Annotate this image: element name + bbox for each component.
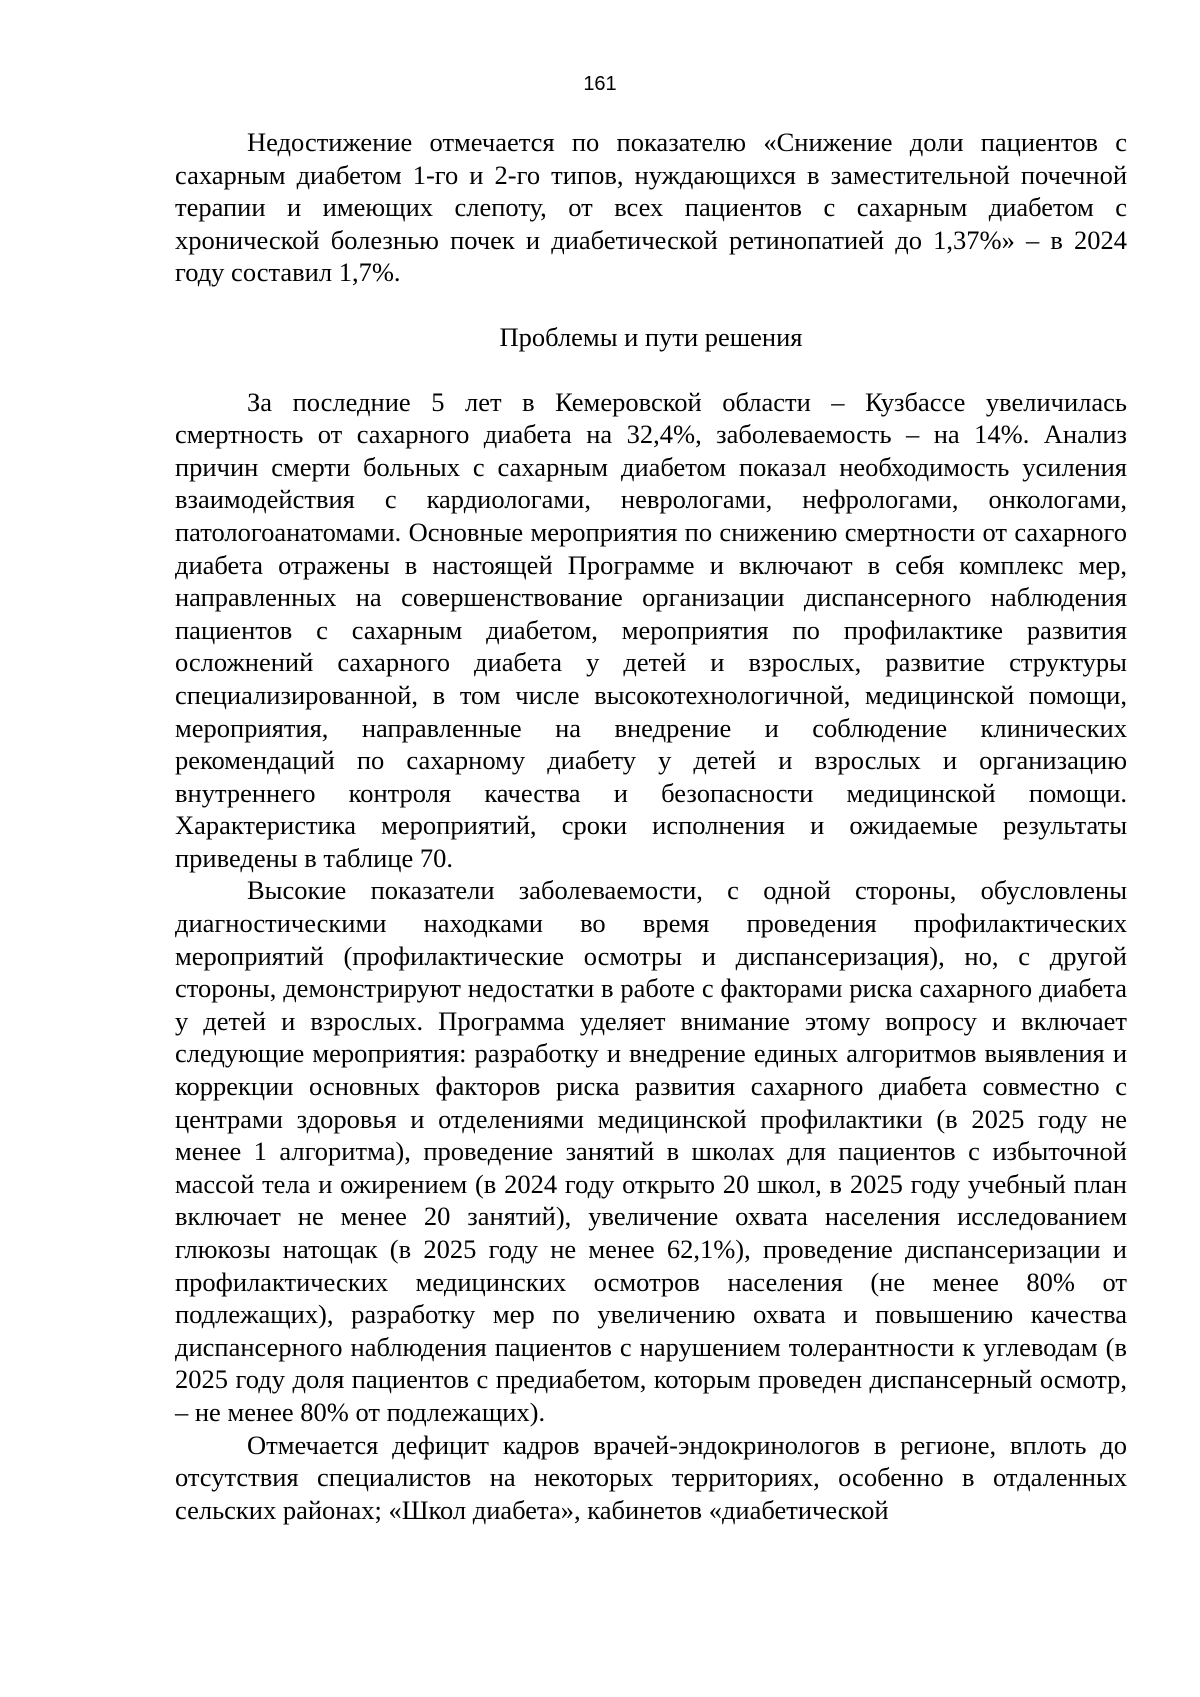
page-number: 161 [583, 73, 617, 95]
paragraph-staff-shortage: Отмечается дефицит кадров врачей-эндокринологов в регионе, вплоть до отсутствия специалистов на некоторых территориях, особенно в отдаленных сельских районах; «Школ диабета», кабинетов «диабетической [175, 1429, 1127, 1525]
paragraph-mortality-analysis: За последние 5 лет в Кемеровской области – Кузбассе увеличилась смертность от сахарного диабета на 32,4%, заболеваемость – на 14%. Анализ причин смерти больных с сахарным диабетом показал необходимость усиления взаимодействия с кардиологами, неврологами, нефрологами, онкологами, патологоанатомами. Основные мероприятия по снижению смертности от сахарного диабета отражены в настоящей Программе и включают в себя комплекс мер, направленных на совершенствование организации диспансерного наблюдения пациентов с сахарным диабетом, мероприятия по профилактике развития осложнений сахарного диабета у детей и взрослых, развитие структуры специализированной, в том числе высокотехнологичной, медицинской помощи, мероприятия, направленные на внедрение и соблюдение клинических рекомендаций по сахарному диабету у детей и взрослых и организацию внутреннего контроля качества и безопасности медицинской помощи. Характеристика мероприятий, сроки исполнения и ожидаемые результаты приведены в таблице 70. [175, 386, 1127, 873]
paragraph-morbidity-measures: Высокие показатели заболеваемости, с одной стороны, обусловлены диагностическими находками во время проведения профилактических мероприятий (профилактические осмотры и диспансеризация), но, с другой стороны, демонстрируют недостатки в работе с факторами риска сахарного диабета у детей и взрослых. Программа уделяет внимание этому вопросу и включает следующие мероприятия: разработку и внедрение единых алгоритмов выявления и коррекции основных факторов риска развития сахарного диабета совместно с центрами здоровья и отделениями медицинской профилактики (в 2025 году не менее 1 алгоритма), проведение занятий в школах для пациентов с избыточной массой тела и ожирением (в 2024 году открыто 20 школ, в 2025 году учебный план включает не менее 20 занятий), увеличение охвата населения исследованием глюкозы натощак (в 2025 году не менее 62,1%), проведение диспансеризации и профилактических медицинских осмотров населения (не менее 80% от подлежащих), разработку мер по увеличению охвата и повышению качества диспансерного наблюдения пациентов с нарушением толерантности к углеводам (в 2025 году доля пациентов с предиабетом, которым проведен диспансерный осмотр, – не менее 80% от подлежащих). [175, 875, 1127, 1427]
section-heading: Проблемы и пути решения [499, 321, 803, 352]
paragraph-indicator-shortfall: Недостижение отмечается по показателю «Снижение доли пациентов с сахарным диабетом 1-го и 2-го типов, нуждающихся в заместительной почечной терапии и имеющих слепоту, от всех пациентов с сахарным диабетом с хронической болезнью почек и диабетической ретинопатией до 1,37%» – в 2024 году составил 1,7%. [175, 127, 1127, 288]
document-body [175, 126, 1127, 1526]
